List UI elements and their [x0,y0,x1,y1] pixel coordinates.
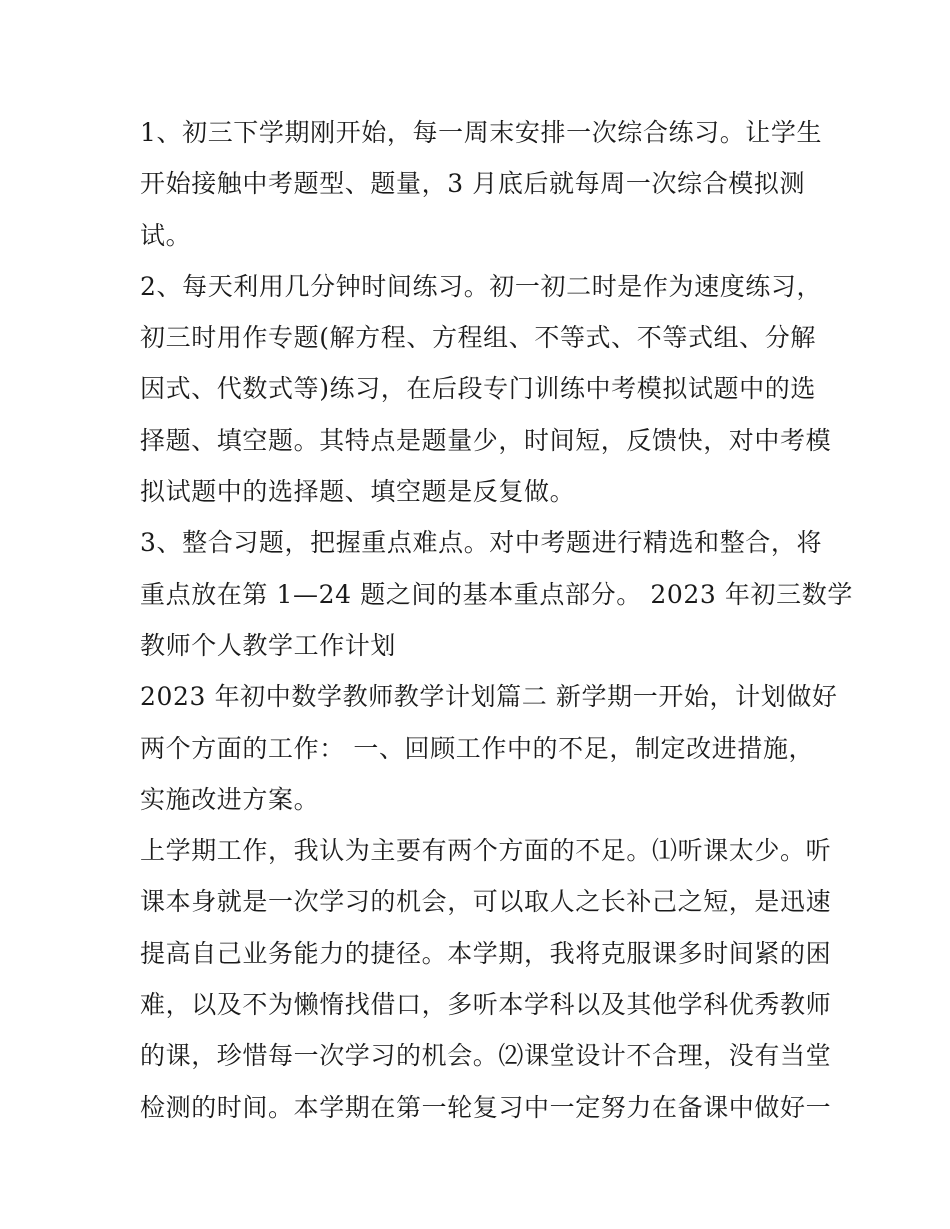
text-line: 3、整合习题，把握重点难点。对中考题进行精选和整合，将 [140,528,823,558]
text-line: 难，以及不为懒惰找借口，多听本学科以及其他学科优秀教师 [140,990,832,1020]
text-line: 检测的时间。本学期在第一轮复习中一定努力在备课中做好一 [140,1092,832,1122]
text-line: 重点放在第 1—24 题之间的基本重点部分。 2023 年初三数学 [140,579,853,609]
text-line: 上学期工作，我认为主要有两个方面的不足。⑴听课太少。听 [140,836,832,866]
text-line: 初三时用作专题(解方程、方程组、不等式、不等式组、分解 [140,323,816,353]
text-line: 开始接触中考题型、题量，3 月底后就每周一次综合模拟测 [140,169,806,199]
text-line: 提高自己业务能力的捷径。本学期，我将克服课多时间紧的困 [140,938,832,968]
text-line: 实施改进方案。 [140,784,320,814]
text-line: 2、每天利用几分钟时间练习。初一初二时是作为速度练习， [140,271,823,301]
text-line: 两个方面的工作： 一、回顾工作中的不足，制定改进措施， [140,733,815,763]
text-line: 择题、填空题。其特点是题量少，时间短，反馈快，对中考模 [140,425,832,455]
text-line: 1、初三下学期刚开始，每一周末安排一次综合练习。让学生 [140,118,823,147]
text-line: 教师个人教学工作计划 [140,630,397,660]
text-line: 因式、代数式等)练习，在后段专门训练中考模拟试题中的选 [140,374,816,404]
document-body [140,107,853,1133]
text-line: 课本身就是一次学习的机会，可以取人之长补己之短，是迅速 [140,887,832,917]
text-line: 拟试题中的选择题、填空题是反复做。 [140,477,576,507]
text-line: 2023 年初中数学教师教学计划篇二 新学期一开始，计划做好 [140,682,838,712]
text-line: 的课，珍惜每一次学习的机会。⑵课堂设计不合理，没有当堂 [140,1041,832,1071]
text-line: 试。 [140,220,192,250]
